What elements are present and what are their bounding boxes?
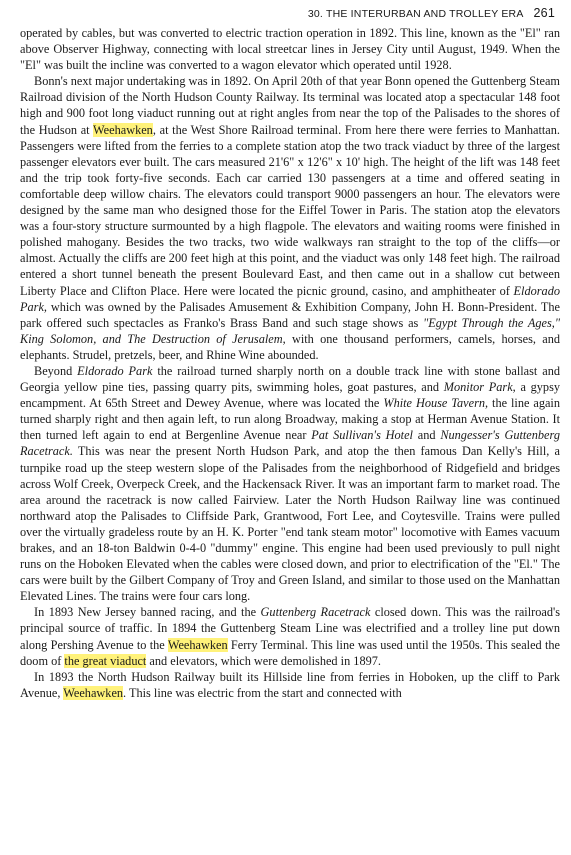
- italic-text: Monitor Park,: [443, 380, 516, 395]
- body-text: [20, 25, 560, 701]
- text-run: a gypsy encampment. At 65th Street and Dewey Avenue, where was located the: [20, 380, 561, 411]
- text-run: operated by cables, but was converted to electric traction operation in 1892. This line, known as the "El" ran above Observer Highway, connecting with local streetcar lines in Jersey City until August, 1949. When the "El" was built the incline was converted to a wagon elevator which operated until 1928.: [20, 26, 560, 73]
- italic-text: Eldorado Park,: [20, 283, 560, 314]
- chapter-title: 30. THE INTERURBAN AND TROLLEY ERA: [307, 8, 524, 20]
- text-run: In 1893 New Jersey banned racing, and the: [34, 605, 261, 620]
- page-number: 261: [533, 6, 555, 20]
- text-run: Bonn's next major undertaking was in 1892. On April 20th of that year Bonn opened the Guttenberg Steam Railroad division of the North Hudson County Railway. Its terminal was located atop a spectacular 148 foot high and 900 foot long viaduct running out at right angles from near the top of the Palisades to the shores of the Hudson at: [20, 74, 560, 137]
- highlighted-text: Weehawken: [63, 685, 124, 700]
- italic-text: Pat Sullivan's Hotel: [311, 428, 413, 443]
- italic-text: Eldorado Park: [77, 363, 153, 378]
- text-run: . This line was electric from the start and connected with: [123, 685, 402, 700]
- paragraph-1: [20, 25, 560, 73]
- text-run: and elevators, which were demolished in 1897.: [146, 653, 381, 668]
- italic-text: White House Tavern,: [383, 396, 489, 411]
- text-run: , at the West Shore Railroad terminal. From here there were ferries to Manhattan. Passengers were lifted from the ferries to a complete station atop the two track viaduct by three of the largest passenger elevators ever built. The cars measured 21'6" x 12'6" x 10' high. The height of the lift was 148 feet and the trip took forty-five seconds. Each car carried 130 passengers at a time and offered seating in comfortable deep willow chairs. The elevators could transport 9000 passengers an hour. The elevators were designed by the same man who designed those for the Eiffel Tower in Paris. The station atop the elevators was a four-story structure surmounted by a high flagpole. The elevators and waiting rooms were finished in polished mahogany. Besides the two tracks, two wide walkways ran straight to the top of the cliffs—or almost. Actually the cliffs are 200 feet high at this point, and the viaduct was only 148 feet high. The railroad entered a short tunnel beneath the present Boulevard East, and then came out in a shallow cut between Liberty Place and Clifton Place. Here were located the picnic ground, casino, and amphitheater of: [20, 122, 560, 298]
- paragraph-2: [20, 73, 560, 363]
- text-run: Beyond: [34, 363, 78, 378]
- text-run: Ferry Terminal. This line was used until the 1950s. This sealed the doom of: [20, 637, 560, 668]
- text-run: the line again turned sharply right and then again left, to run along Broadway, making a stop at Herman Avenue Station. It then turned left again to end at Bergenline Avenue near: [20, 396, 560, 443]
- paragraph-3: [20, 363, 560, 604]
- text-run: the railroad turned sharply north on a double track line with stone ballast and Georgia yellow pine ties, passing quarry pits, swimming holes, goat pastures, and: [20, 363, 561, 395]
- text-run: In 1893 the North Hudson Railway built its Hillside line from ferries in Hoboken, up the cliff to Park Avenue,: [20, 669, 560, 700]
- italic-text: "Egypt Through the Ages," King Solomon, and The Destruction of Jerusalem,: [20, 315, 561, 346]
- italic-text: Nungesser's Guttenberg Racetrack.: [20, 428, 560, 459]
- highlighted-text: Weehawken: [167, 637, 228, 652]
- running-header: [0, 6, 555, 20]
- text-run: and: [412, 428, 441, 443]
- paragraph-5: [20, 669, 560, 701]
- italic-text: Guttenberg Racetrack: [260, 605, 371, 620]
- highlighted-text: the great viaduct: [64, 653, 147, 668]
- highlighted-text: Weehawken: [93, 122, 153, 137]
- text-run: This was near the present North Hudson Park, and atop the then famous Dan Kelly's Hill, a turnpike road up the steep western slope of the Palisades from the neighborhood of Ridgefield and bridges across Wolf Creek, Overpeck Creek, and the Hackensack River. It was an important farm to market road. The area around the racetrack is now called Fairview. Later the North Hudson Railway line was continued northward atop the Palisades to Cliffside Park, Grantwood, Fort Lee, and Coytesville. Trains were pulled over the virtually gradeless route by an H. K. Porter "end tank steam motor" locomotive with Eames vacuum brakes, and an 18-ton Baldwin 0-4-0 "dummy" engine. This engine had been used previously to pull night runs on the Hoboken Elevated when the cables were closed down, and prior to electrification of the "El." The cars were built by the Gilbert Company of Troy and Green Island, and similar to those used on the Manhattan Elevated Lines. The trains were four cars long.: [20, 444, 560, 604]
- paragraph-4: [20, 604, 560, 668]
- text-run: which was owned by the Palisades Amusement & Exhibition Company, John H. Bonn-President. The park offered such spectacles as Franko's Brass Band and such stage shows as: [20, 299, 560, 330]
- text-run: with one thousand performers, camels, horses, and elephants. Strudel, pretzels, beer, and Rhine Wine abounded.: [20, 331, 560, 362]
- text-run: closed down. This was the railroad's principal source of traffic. In 1894 the Guttenberg Steam Line was electrified and a trolley line put down along Pershing Avenue to the: [20, 605, 560, 652]
